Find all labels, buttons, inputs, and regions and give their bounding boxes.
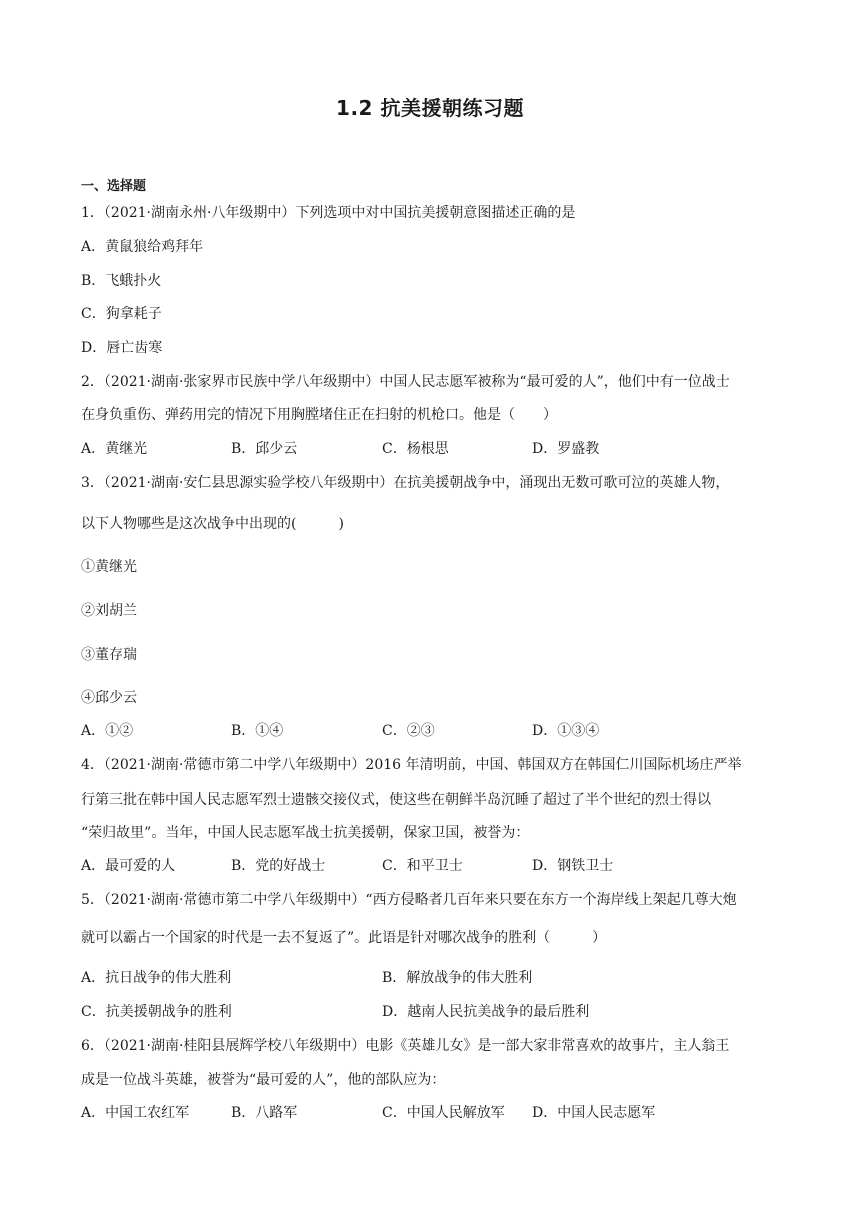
question-6-option-d: D．中国人民志愿军 (532, 1105, 656, 1121)
question-1-option-d: D．唇亡齿寒 (81, 340, 163, 356)
question-6-option-c: C．中国人民解放军 (382, 1105, 505, 1121)
question-6-stem-line-2: 成是一位战斗英雄，被誉为“最可爱的人”，他的部队应为： (81, 1072, 446, 1088)
question-2-option-c: C．杨根思 (382, 441, 449, 457)
question-2-option-a: A．黄继光 (81, 441, 148, 457)
question-1-option-b: B．飞蛾扑火 (81, 273, 162, 289)
question-6-option-b: B．八路军 (231, 1105, 298, 1121)
question-3-item-4: ④邱少云 (81, 690, 137, 706)
question-4-option-a: A．最可爱的人 (81, 858, 176, 874)
question-1-stem: 1．（2021·湖南永州·八年级期中）下列选项中对中国抗美援朝意图描述正确的是 (81, 205, 576, 221)
question-1-option-a: A．黄鼠狼给鸡拜年 (81, 239, 204, 255)
section-heading: 一、选择题 (81, 179, 147, 194)
question-4-stem-line-3: “荣归故里”。当年，中国人民志愿军战士抗美援朝，保家卫国，被誉为： (81, 825, 530, 841)
question-4-stem-line-1: 4．（2021·湖南·常德市第二中学八年级期中）2016 年清明前，中国、韩国双方在韩国仁川国际机场庄严举 (81, 757, 742, 773)
question-6-stem-line-1: 6．（2021·湖南·桂阳县展辉学校八年级期中）电影《英雄儿女》是一部大家非常喜欢的故事片，主人翁王 (81, 1038, 730, 1054)
question-4-option-c: C．和平卫士 (382, 858, 463, 874)
question-6-option-a: A．中国工农红军 (81, 1105, 190, 1121)
question-2-option-b: B．邱少云 (231, 441, 298, 457)
question-2-option-d: D．罗盛教 (532, 441, 600, 457)
question-3-item-2: ②刘胡兰 (81, 603, 137, 619)
question-3-option-d: D．①③④ (532, 723, 600, 739)
question-3-option-b: B．①④ (231, 723, 284, 739)
question-4-option-b: B．党的好战士 (231, 858, 326, 874)
question-5-option-d: D．越南人民抗美战争的最后胜利 (382, 1004, 590, 1020)
question-5-option-a: A．抗日战争的伟大胜利 (81, 970, 232, 986)
question-3-stem-line-2: 以下人物哪些是这次战争中出现的( ) (81, 516, 344, 532)
question-3-option-a: A．①② (81, 723, 134, 739)
question-2-stem-line-2: 在身负重伤、弹药用完的情况下用胸膛堵住正在扫射的机枪口。他是（ ） (81, 407, 557, 423)
question-3-item-3: ③董存瑞 (81, 647, 137, 663)
question-4-stem-line-2: 行第三批在韩中国人民志愿军烈士遗骸交接仪式，使这些在朝鲜半岛沉睡了超过了半个世纪的烈士得以 (81, 792, 711, 808)
question-1-option-c: C．狗拿耗子 (81, 306, 162, 322)
question-5-stem-line-1: 5．（2021·湖南·常德市第二中学八年级期中）“西方侵略者几百年来只要在东方一个海岸线上架起几尊大炮 (81, 892, 737, 908)
question-3-stem-line-1: 3．（2021·湖南·安仁县思源实验学校八年级期中）在抗美援朝战争中，涌现出无数可歌可泣的英雄人物， (81, 475, 730, 491)
question-5-option-b: B．解放战争的伟大胜利 (382, 970, 533, 986)
question-5-stem-line-2: 就可以霸占一个国家的时代是一去不复返了”。此语是针对哪次战争的胜利（ ） (81, 930, 607, 946)
question-2-stem-line-1: 2．（2021·湖南·张家界市民族中学八年级期中）中国人民志愿军被称为“最可爱的人”，他们中有一位战士 (81, 374, 730, 390)
question-4-option-d: D．钢铁卫士 (532, 858, 614, 874)
question-3-item-1: ①黄继光 (81, 559, 137, 575)
document-title: 1.2 抗美援朝练习题 (336, 96, 524, 120)
question-3-option-c: C．②③ (382, 723, 435, 739)
question-5-option-c: C．抗美援朝战争的胜利 (81, 1004, 232, 1020)
